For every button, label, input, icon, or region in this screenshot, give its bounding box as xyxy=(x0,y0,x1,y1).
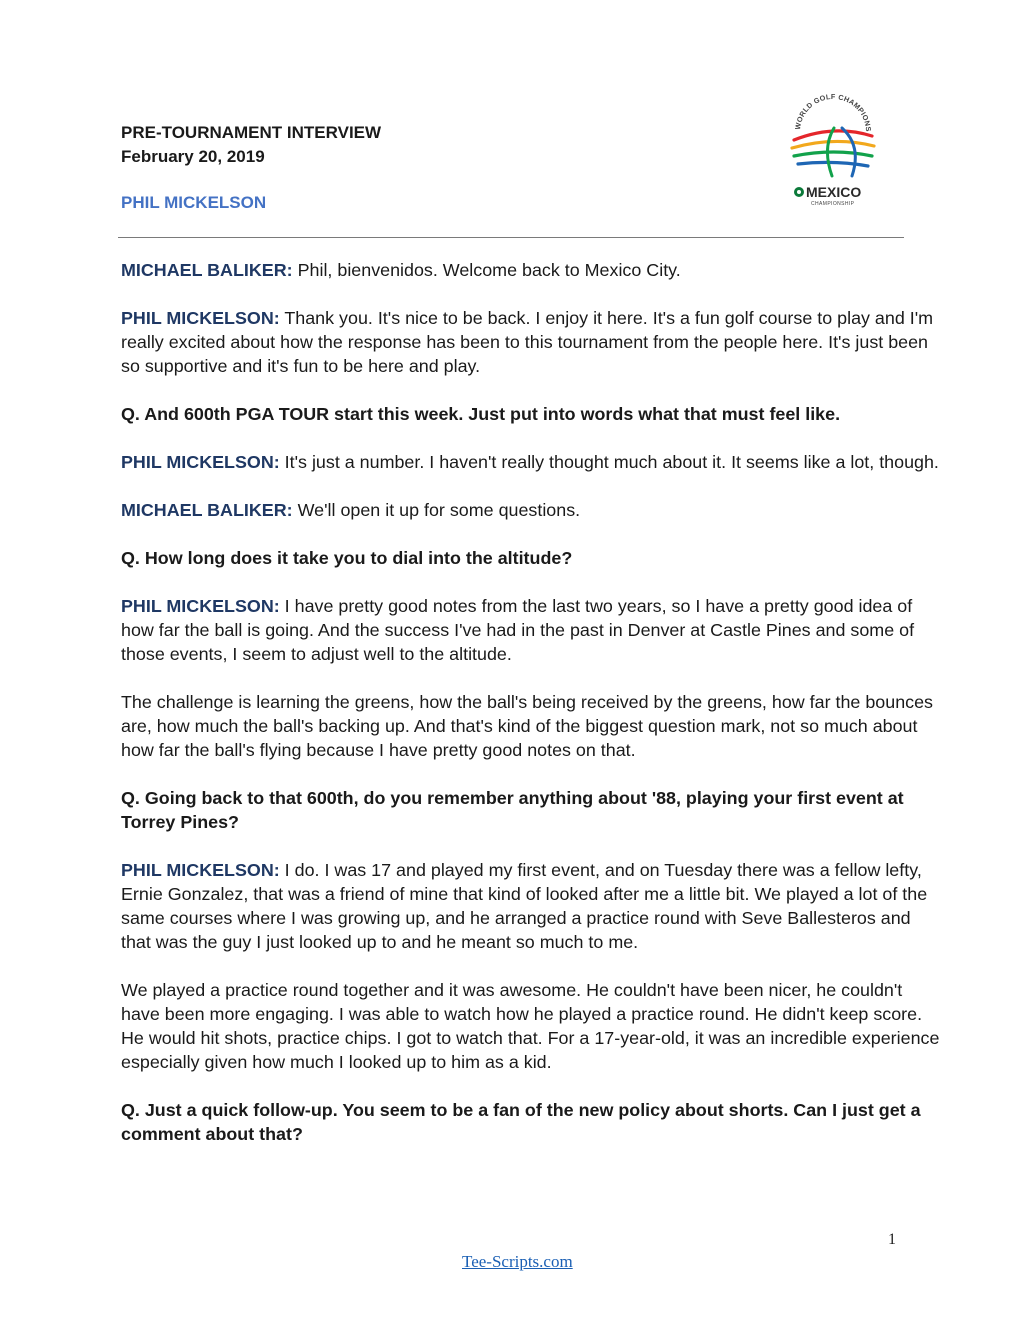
continuation-paragraph: The challenge is learning the greens, how the ball's being received by the greens, how far the bounces are, how much the ball's backing up. And that's kind of the biggest question mark, not so much about how far the ball's flying because I have pretty good notes on that. xyxy=(121,692,933,760)
answer-text: Thank you. It's nice to be back. I enjoy it here. It's a fun golf course to play and I'm really excited about how the response has been to this tournament from the people here. It's just been so supportive and it's fun to be here and play. xyxy=(121,308,934,376)
svg-text:WORLD GOLF CHAMPIONSHIPS: WORLD GOLF CHAMPIONS xyxy=(792,91,874,133)
logo-brand: MEXICO xyxy=(806,184,862,200)
document-title: PRE-TOURNAMENT INTERVIEW xyxy=(121,123,382,142)
player-name: PHIL MICKELSON xyxy=(121,193,267,212)
answer-text: Phil, bienvenidos. Welcome back to Mexico City. xyxy=(292,260,681,280)
continuation-paragraph: We played a practice round together and it was awesome. He couldn't have been nicer, he couldn't have been more engaging. I was able to watch how he played a practice round. He didn't keep score. He would hit shots, practice chips. I got to watch that. For a 17-year-old, it was an incredible experience especially given how much I looked up to him as a kid. xyxy=(121,980,940,1072)
speaker-label: MICHAEL BALIKER: xyxy=(121,500,293,520)
answer-paragraph xyxy=(121,858,943,954)
question-paragraph: Q. And 600th PGA TOUR start this week. Just put into words what that must feel like. xyxy=(121,404,841,424)
logo-subtitle: CHAMPIONSHIP xyxy=(811,201,855,207)
answer-text: We'll open it up for some questions. xyxy=(292,500,581,520)
question-paragraph: Q. How long does it take you to dial into the altitude? xyxy=(121,548,573,568)
answer-paragraph xyxy=(121,306,943,378)
answer-paragraph xyxy=(121,258,943,282)
answer-text: It's just a number. I haven't really thought much about it. It seems like a lot, though. xyxy=(279,452,939,472)
answer-text: I have pretty good notes from the last two years, so I have a pretty good idea of how far the ball is going. And the success I've had in the past in Denver at Castle Pines and some of those events, I seem to adjust well to the altitude. xyxy=(121,596,915,664)
footer-link[interactable]: Tee-Scripts.com xyxy=(462,1252,573,1271)
speaker-label: PHIL MICKELSON: xyxy=(121,308,280,328)
answer-paragraph xyxy=(121,594,943,666)
question-paragraph: Q. Going back to that 600th, do you remember anything about '88, playing your first event at Torrey Pines? xyxy=(121,788,904,832)
answer-paragraph xyxy=(121,450,943,474)
speaker-label: MICHAEL BALIKER: xyxy=(121,260,293,280)
answer-text: I do. I was 17 and played my first event, and on Tuesday there was a fellow lefty, Ernie Gonzalez, that was a friend of mine that kind of looked after me a little bit. We played a lot of the same courses where I was growing up, and he arranged a practice round with Seve Ballesteros and that was the guy I just looked up to and he meant so much to me. xyxy=(121,860,928,952)
speaker-label: PHIL MICKELSON: xyxy=(121,860,280,880)
wgc-mexico-championship-logo xyxy=(782,88,886,218)
page-number: 1 xyxy=(888,1231,896,1248)
answer-paragraph xyxy=(121,498,943,522)
speaker-label: PHIL MICKELSON: xyxy=(121,452,280,472)
question-paragraph: Q. Just a quick follow-up. You seem to be a fan of the new policy about shorts. Can I just get a comment about that? xyxy=(121,1100,921,1144)
header-divider xyxy=(118,237,904,238)
transcript-body xyxy=(121,258,943,1170)
interview-date: February 20, 2019 xyxy=(121,147,265,166)
speaker-label: PHIL MICKELSON: xyxy=(121,596,280,616)
